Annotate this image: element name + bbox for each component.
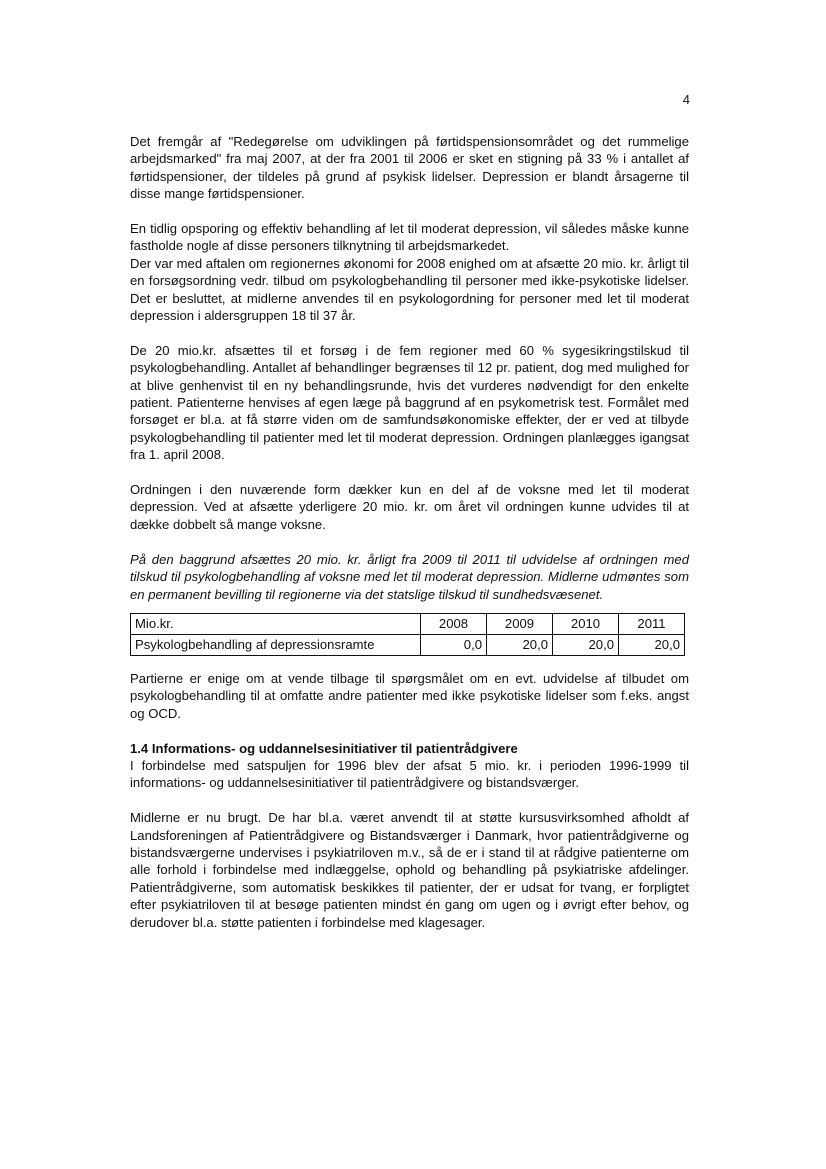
paragraph-current-coverage: Ordningen i den nuværende form dækker kun en del af de voksne med let til moderat depression. Ved at afsætte yderligere 20 mio. kr. om året vil ordningen kunne udvides til at dække dobbelt så mange voksne.: [130, 482, 689, 532]
table-cell: Psykologbehandling af depressionsramte: [131, 634, 421, 655]
table-cell: 0,0: [421, 634, 487, 655]
paragraph-patient-advisers: Midlerne er nu brugt. De har bl.a. været anvendt til at støtte kursusvirksomhed afholdt af Landsforeningen af Patientrådgivere og Bistandsværger i Danmark, hvor patientrådgiverne og bistandsværgerne undervises i psykiatriloven m.v., så de er i stand til at rådgive patienterne om alle forhold i forbindelse med indlæggelse, ophold og behandling på psykiatriske afdelinger. Patientrådgiverne, som automatisk beskikkes til patienter, der er udsat for tvang, er forpligtet efter psykiatriloven til at besøge patienten mindst én gang om ugen og i øvrigt efter behov, og derudover bl.a. støtte patienten i forbindelse med klagesager.: [130, 810, 689, 930]
document-body: [130, 133, 689, 931]
page-number: 4: [682, 92, 690, 107]
section-heading: 1.4 Informations- og uddannelsesinitiativer til patientrådgivere: [130, 740, 518, 756]
paragraph-regional-agreement: Der var med aftalen om regionernes økonomi for 2008 enighed om at afsætte 20 mio. kr. årligt til en forsøgsordning vedr. tilbud om psykologbehandling til personer med ikke-psykotiske lidelser. Det er besluttet, at midlerne anvendes til en psykologordning for personer med let til moderat depression i aldersgruppen 18 til 37 år.: [130, 255, 689, 324]
table-header-row: [131, 613, 685, 634]
table-row: [131, 634, 685, 655]
table-cell: 2008: [421, 613, 487, 634]
table-cell: 2010: [553, 613, 619, 634]
paragraph-early-detection: En tidlig opsporing og effektiv behandling af let til moderat depression, vil således måske kunne fastholde nogle af disse personers tilknytning til arbejdsmarkedet.: [130, 221, 689, 254]
table-cell: 2009: [487, 613, 553, 634]
table-cell: 20,0: [487, 634, 553, 655]
paragraph-disability-pensions: Det fremgår af "Redegørelse om udviklingen på førtidspensionsområdet og det rummelige arbejdsmarked" fra maj 2007, at der fra 2001 til 2006 er sket en stigning på 33 % i antallet af førtidspensioner, der tildeles på grund af psykisk lidelser. Depression er blandt årsagerne til disse mange førtidspensioner.: [130, 134, 689, 202]
table-cell: 20,0: [553, 634, 619, 655]
table-cell: Mio.kr.: [131, 613, 421, 634]
paragraph-satspulje-1996: I forbindelse med satspuljen for 1996 blev der afsat 5 mio. kr. i perioden 1996-1999 til informations- og uddannelsesinitiativer til patientrådgivere og bistandsværger.: [130, 757, 689, 791]
funding-table: [130, 613, 685, 656]
paragraph-allocation-decision: På den baggrund afsættes 20 mio. kr. årligt fra 2009 til 2011 til udvidelse af ordningen med tilskud til psykologbehandling af voksne med let til moderat depression. Midlerne udmøntes som en permanent bevilling til regionerne via det statslige tilskud til sundhedsvæsenet.: [130, 551, 689, 602]
table-cell: 20,0: [619, 634, 685, 655]
paragraph-future-expansion: Partierne er enige om at vende tilbage til spørgsmålet om en evt. udvidelse af tilbudet om psykologbehandling til at omfatte andre patienter med ikke psykotiske lidelser som f.eks. angst og OCD.: [130, 670, 689, 721]
table-cell: 2011: [619, 613, 685, 634]
paragraph-trial-scheme: De 20 mio.kr. afsættes til et forsøg i de fem regioner med 60 % sygesikringstilskud til psykologbehandling. Antallet af behandlinger begrænses til 12 pr. patient, dog med mulighed for at blive genhenvist til en ny behandlingsrunde, hvis det vurderes nødvendigt for den enkelte patient. Patienterne henvises af egen læge på baggrund af en psykometrisk test. Formålet med forsøget er bl.a. at få større viden om de samfundsøkonomiske effekter, der er ved at tilbyde psykologbehandling til patienter med let til moderat depression. Ordningen planlægges igangsat fra 1. april 2008.: [130, 342, 689, 463]
